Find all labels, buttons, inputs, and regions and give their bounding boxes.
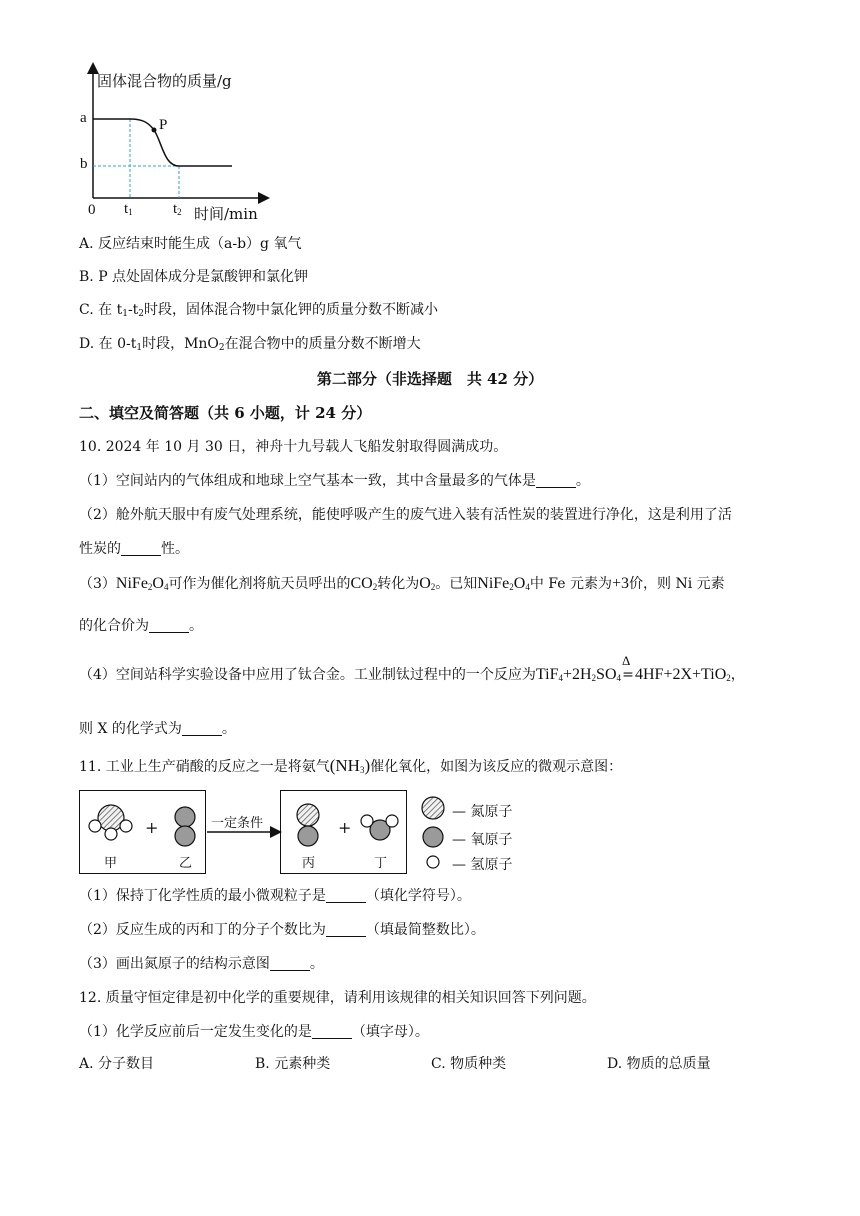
legend-hydrogen: — 氢原子 bbox=[452, 857, 513, 873]
label-bing: 丙 bbox=[302, 856, 316, 871]
graph-ylabel: 固体混合物的质量/g bbox=[97, 72, 232, 90]
q11-sub2: （2）反应生成的丙和丁的分子个数比为 （填最简整数比）。 bbox=[79, 922, 485, 938]
answer-blank[interactable] bbox=[536, 473, 576, 488]
molecule-jia bbox=[89, 805, 132, 840]
q11-stem: 11. 工业上生产硝酸的反应之一是将氨气$(NH_3)$催化氧化，如图为该反应的微观示意图： bbox=[79, 756, 623, 775]
q10-sub2-line2: 性炭的 性。 bbox=[79, 541, 189, 557]
heat-symbol: Δ bbox=[622, 653, 631, 668]
legend-oxygen: — 氧原子 bbox=[452, 832, 513, 848]
q10-sub4-line1: （4）空间站科学实验设备中应用了钛合金。工业制钛过程中的一个反应为$TiF_4+2H_2SO_4$ Δ =4HF+2X+TiO$_2$， bbox=[79, 653, 745, 683]
q12-choice-c: C. 物质种类 bbox=[431, 1056, 507, 1072]
option-b: B. P 点处固体成分是氯酸钾和氯化钾 bbox=[79, 269, 309, 285]
plus-sign: + bbox=[145, 818, 159, 837]
section2-title: 二、填空及简答题（共 6 小题，计 24 分） bbox=[79, 404, 372, 422]
q12-choice-b: B. 元素种类 bbox=[255, 1056, 331, 1072]
legend-nitrogen: — 氮原子 bbox=[452, 804, 513, 820]
q10-sub1: （1）空间站内的气体组成和地球上空气基本一致，其中含量最多的气体是 。 bbox=[79, 473, 590, 489]
hydrogen-atom-icon bbox=[427, 856, 439, 868]
oxygen-atom-icon bbox=[423, 827, 443, 847]
q10-sub4-line2: 则 X 的化学式为 。 bbox=[79, 721, 236, 737]
part2-title: 第二部分（非选择题 共 42 分） bbox=[316, 370, 544, 388]
q12-stem: 12. 质量守恒定律是初中化学的重要规律，请利用该规律的相关知识回答下列问题。 bbox=[79, 990, 596, 1006]
option-c: C. 在 $t_1-t_2$时段，固体混合物中氯化钾的质量分数不断减小 bbox=[79, 302, 439, 319]
q11-sub1: （1）保持丁化学性质的最小微观粒子是 （填化学符号）。 bbox=[79, 888, 471, 904]
graph-y-b: b bbox=[80, 156, 88, 172]
label-ding: 丁 bbox=[374, 856, 388, 871]
option-d: D. 在 $0-t_1$时段，MnO$_2$在混合物中的质量分数不断增大 bbox=[79, 336, 421, 353]
option-a: A. 反应结束时能生成（a-b）g 氧气 bbox=[79, 236, 302, 252]
answer-blank[interactable] bbox=[149, 618, 189, 633]
q11-sub3: （3）画出氮原子的结构示意图 。 bbox=[79, 956, 324, 972]
q10-sub3-line2: 的化合价为 。 bbox=[79, 618, 203, 634]
reaction-condition: 一定条件 bbox=[211, 816, 264, 831]
answer-blank[interactable] bbox=[312, 1024, 352, 1039]
graph-t2: $t_2$ bbox=[173, 201, 182, 217]
q10-stem: 10. 2024 年 10 月 30 日，神舟十九号载人飞船发射取得圆满成功。 bbox=[79, 439, 508, 455]
legend-atoms bbox=[418, 795, 448, 871]
answer-blank[interactable] bbox=[326, 922, 366, 937]
graph-origin: 0 bbox=[88, 202, 96, 218]
point-p bbox=[152, 128, 157, 133]
q10-sub2-line1: （2）舱外航天服中有废气处理系统，能使呼吸产生的废气进入装有活性炭的装置进行净化，这是利用了活 bbox=[79, 507, 732, 523]
reaction-diagram bbox=[79, 790, 409, 874]
molecule-yi bbox=[175, 807, 195, 846]
label-jia: 甲 bbox=[104, 856, 118, 871]
molecule-ding bbox=[361, 815, 398, 840]
graph-y-a: a bbox=[80, 110, 87, 126]
q12-choice-d: D. 物质的总质量 bbox=[607, 1056, 711, 1072]
answer-blank[interactable] bbox=[121, 541, 161, 556]
label-yi: 乙 bbox=[179, 856, 193, 871]
molecule-bing bbox=[297, 804, 319, 846]
plus-sign: + bbox=[338, 818, 352, 837]
graph-t1: $t_1$ bbox=[124, 201, 133, 217]
answer-blank[interactable] bbox=[326, 888, 366, 903]
q12-choice-a: A. 分子数目 bbox=[79, 1056, 155, 1072]
q10-sub3-line1: $(3)NiFe_2O_4$可作为催化剂将航天员呼出的$CO_2$转化为$O_2$。已知$NiFe_2O_4$中 Fe 元素为+3价，则 Ni 元素 bbox=[79, 575, 725, 592]
graph-xlabel: 时间/min bbox=[194, 205, 258, 223]
answer-blank[interactable] bbox=[270, 956, 310, 971]
graph-point-label: P bbox=[159, 117, 168, 133]
answer-blank[interactable] bbox=[182, 721, 222, 736]
nitrogen-atom-icon bbox=[422, 797, 444, 819]
q12-sub1: （1）化学反应前后一定发生变化的是 （填字母）。 bbox=[79, 1024, 429, 1040]
